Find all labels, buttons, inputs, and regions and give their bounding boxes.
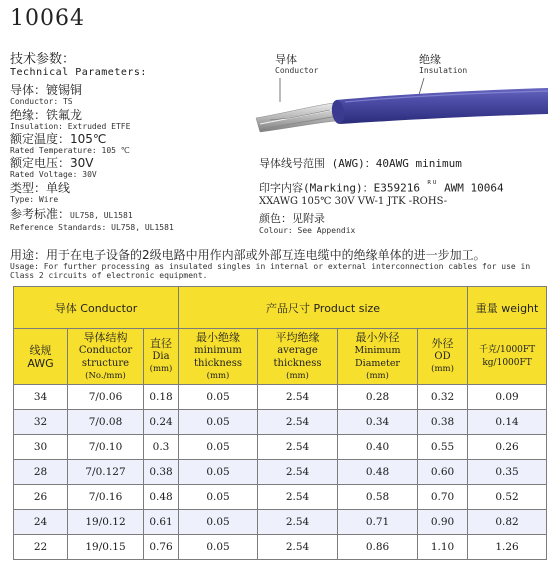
table-row bbox=[14, 410, 547, 435]
cell-structure: 7/0.10 bbox=[68, 435, 144, 460]
cell-avg-thickness: 2.54 bbox=[258, 460, 338, 485]
cell-structure: 7/0.08 bbox=[68, 410, 144, 435]
cell-avg-thickness: 2.54 bbox=[258, 510, 338, 535]
insulation-cn: 绝缘：铁氟龙 bbox=[10, 108, 83, 122]
cell-min-thickness: 0.05 bbox=[179, 435, 258, 460]
cell-min-diameter: 0.34 bbox=[338, 410, 418, 435]
type-en: Type: Wire bbox=[10, 195, 59, 204]
cell-weight: 1.26 bbox=[468, 535, 547, 560]
table-row bbox=[14, 535, 547, 560]
tech-heading bbox=[10, 52, 147, 79]
table-group-header bbox=[14, 287, 547, 329]
cell-avg-thickness: 2.54 bbox=[258, 385, 338, 410]
cell-diameter: 0.76 bbox=[144, 535, 179, 560]
awg-range: 导体线号范围 (AWG)：40AWG minimum bbox=[259, 157, 462, 170]
cell-min-thickness: 0.05 bbox=[179, 535, 258, 560]
group-conductor: 导体 Conductor bbox=[14, 287, 179, 329]
cell-awg: 32 bbox=[14, 410, 68, 435]
colour-cn: 颜色：见附录 bbox=[259, 212, 325, 225]
type-cn: 类型：单线 bbox=[10, 181, 71, 195]
cell-awg: 26 bbox=[14, 485, 68, 510]
usage-block bbox=[10, 248, 550, 280]
document-title: 10064 bbox=[10, 6, 85, 31]
conductor-label-en: Conductor bbox=[275, 66, 319, 75]
cell-awg: 24 bbox=[14, 510, 68, 535]
ul-recognized-mark: ᴿᵁ bbox=[426, 180, 438, 190]
conductor-en: Conductor: TS bbox=[10, 97, 73, 106]
cell-min-diameter: 0.86 bbox=[338, 535, 418, 560]
cell-weight: 0.82 bbox=[468, 510, 547, 535]
standards-cn: 参考标准： bbox=[10, 207, 71, 221]
cell-od: 0.70 bbox=[418, 485, 468, 510]
cell-structure: 19/0.12 bbox=[68, 510, 144, 535]
marking-line2: XXAWG 105℃ 30V VW-1 JTK -ROHS- bbox=[259, 195, 448, 207]
colour-block bbox=[259, 212, 355, 236]
standards-spec bbox=[10, 207, 174, 233]
colour-en: Colour: See Appendix bbox=[259, 226, 356, 235]
insulation-en: Insulation: Extruded ETFE bbox=[10, 122, 131, 131]
cell-min-diameter: 0.28 bbox=[338, 385, 418, 410]
spec-table bbox=[13, 286, 547, 560]
cell-avg-thickness: 2.54 bbox=[258, 435, 338, 460]
table-row bbox=[14, 460, 547, 485]
insulation-label-en: Insulation bbox=[419, 66, 468, 75]
table-body bbox=[14, 385, 547, 560]
col-structure: 导体结构 Conductor structure (No./mm) bbox=[68, 329, 144, 385]
cell-weight: 0.09 bbox=[468, 385, 547, 410]
cell-avg-thickness: 2.54 bbox=[258, 535, 338, 560]
cell-min-thickness: 0.05 bbox=[179, 485, 258, 510]
group-product-size: 产品尺寸 Product size bbox=[179, 287, 468, 329]
tech-heading-cn: 技术参数： bbox=[10, 52, 76, 67]
cable-illustration bbox=[250, 74, 550, 144]
conductor-callout bbox=[275, 54, 318, 76]
cell-weight: 0.14 bbox=[468, 410, 547, 435]
marking-block bbox=[259, 179, 504, 208]
cell-min-thickness: 0.05 bbox=[179, 410, 258, 435]
cell-awg: 22 bbox=[14, 535, 68, 560]
temperature-en: Rated Temperature: 105 ℃ bbox=[10, 146, 130, 155]
cell-awg: 34 bbox=[14, 385, 68, 410]
cell-weight: 0.26 bbox=[468, 435, 547, 460]
cell-structure: 7/0.06 bbox=[68, 385, 144, 410]
cell-weight: 0.52 bbox=[468, 485, 547, 510]
cell-od: 1.10 bbox=[418, 535, 468, 560]
temperature-cn: 额定温度：105℃ bbox=[10, 132, 107, 146]
cell-min-diameter: 0.40 bbox=[338, 435, 418, 460]
cell-structure: 19/0.15 bbox=[68, 535, 144, 560]
insulation-callout bbox=[419, 54, 467, 76]
cell-diameter: 0.61 bbox=[144, 510, 179, 535]
cell-min-thickness: 0.05 bbox=[179, 385, 258, 410]
cell-structure: 7/0.16 bbox=[68, 485, 144, 510]
cell-avg-thickness: 2.54 bbox=[258, 485, 338, 510]
table-row bbox=[14, 385, 547, 410]
cell-od: 0.32 bbox=[418, 385, 468, 410]
standards-en: Reference Standards: UL758, UL1581 bbox=[10, 223, 174, 232]
cell-weight: 0.35 bbox=[468, 460, 547, 485]
voltage-en: Rated Voltage: 30V bbox=[10, 170, 97, 179]
cell-od: 0.60 bbox=[418, 460, 468, 485]
marking-line1: 印字内容(Marking)：E359216 bbox=[259, 181, 420, 195]
cell-diameter: 0.3 bbox=[144, 435, 179, 460]
voltage-cn: 额定电压：30V bbox=[10, 156, 94, 170]
cell-od: 0.55 bbox=[418, 435, 468, 460]
table-row bbox=[14, 485, 547, 510]
col-min-diameter: 最小外径 Minimum Diameter (mm) bbox=[338, 329, 418, 385]
conductor-spec bbox=[10, 83, 82, 107]
conductor-cn: 导体：镀锡铜 bbox=[10, 83, 83, 97]
table-row bbox=[14, 510, 547, 535]
cell-avg-thickness: 2.54 bbox=[258, 410, 338, 435]
cell-diameter: 0.38 bbox=[144, 460, 179, 485]
tech-heading-en: Technical Parameters: bbox=[10, 67, 147, 78]
insulation-spec bbox=[10, 108, 130, 132]
cell-min-diameter: 0.58 bbox=[338, 485, 418, 510]
cell-od: 0.38 bbox=[418, 410, 468, 435]
cell-min-diameter: 0.48 bbox=[338, 460, 418, 485]
table-row bbox=[14, 435, 547, 460]
cell-min-thickness: 0.05 bbox=[179, 510, 258, 535]
cell-diameter: 0.24 bbox=[144, 410, 179, 435]
voltage-spec bbox=[10, 156, 97, 180]
table-column-header bbox=[14, 329, 547, 385]
cell-min-thickness: 0.05 bbox=[179, 460, 258, 485]
cell-diameter: 0.48 bbox=[144, 485, 179, 510]
cell-awg: 28 bbox=[14, 460, 68, 485]
insulation-jacket bbox=[330, 88, 548, 125]
cell-diameter: 0.18 bbox=[144, 385, 179, 410]
group-weight: 重量 weight bbox=[468, 287, 547, 329]
col-avg-thickness: 平均绝缘 average thickness (mm) bbox=[258, 329, 338, 385]
col-weight: 千克/1000FT kg/1000FT bbox=[468, 329, 547, 385]
cell-awg: 30 bbox=[14, 435, 68, 460]
usage-cn: 用途：用于在电子设备的2级电路中用作内部或外部互连电缆中的绝缘单体的进一步加工。 bbox=[10, 248, 486, 262]
temperature-spec bbox=[10, 132, 130, 156]
col-od: 外径 OD (mm) bbox=[418, 329, 468, 385]
col-awg: 线规 AWG bbox=[14, 329, 68, 385]
cell-structure: 7/0.127 bbox=[68, 460, 144, 485]
type-spec bbox=[10, 181, 70, 205]
col-min-thickness: 最小绝缘 minimum thickness (mm) bbox=[179, 329, 258, 385]
cell-min-diameter: 0.71 bbox=[338, 510, 418, 535]
usage-en: Usage: For further processing as insulated singles in internal or external interconnection cables for use in Class 2 circuits of electronic equipment. bbox=[10, 262, 531, 280]
conductor-label-cn: 导体 bbox=[275, 53, 297, 66]
col-diameter: 直径 Dia (mm) bbox=[144, 329, 179, 385]
insulation-label-cn: 绝缘 bbox=[419, 53, 441, 66]
marking-line1-tail: AWM 10064 bbox=[444, 181, 504, 195]
standards-cn-list: UL758, UL1581 bbox=[70, 211, 133, 220]
cell-od: 0.90 bbox=[418, 510, 468, 535]
